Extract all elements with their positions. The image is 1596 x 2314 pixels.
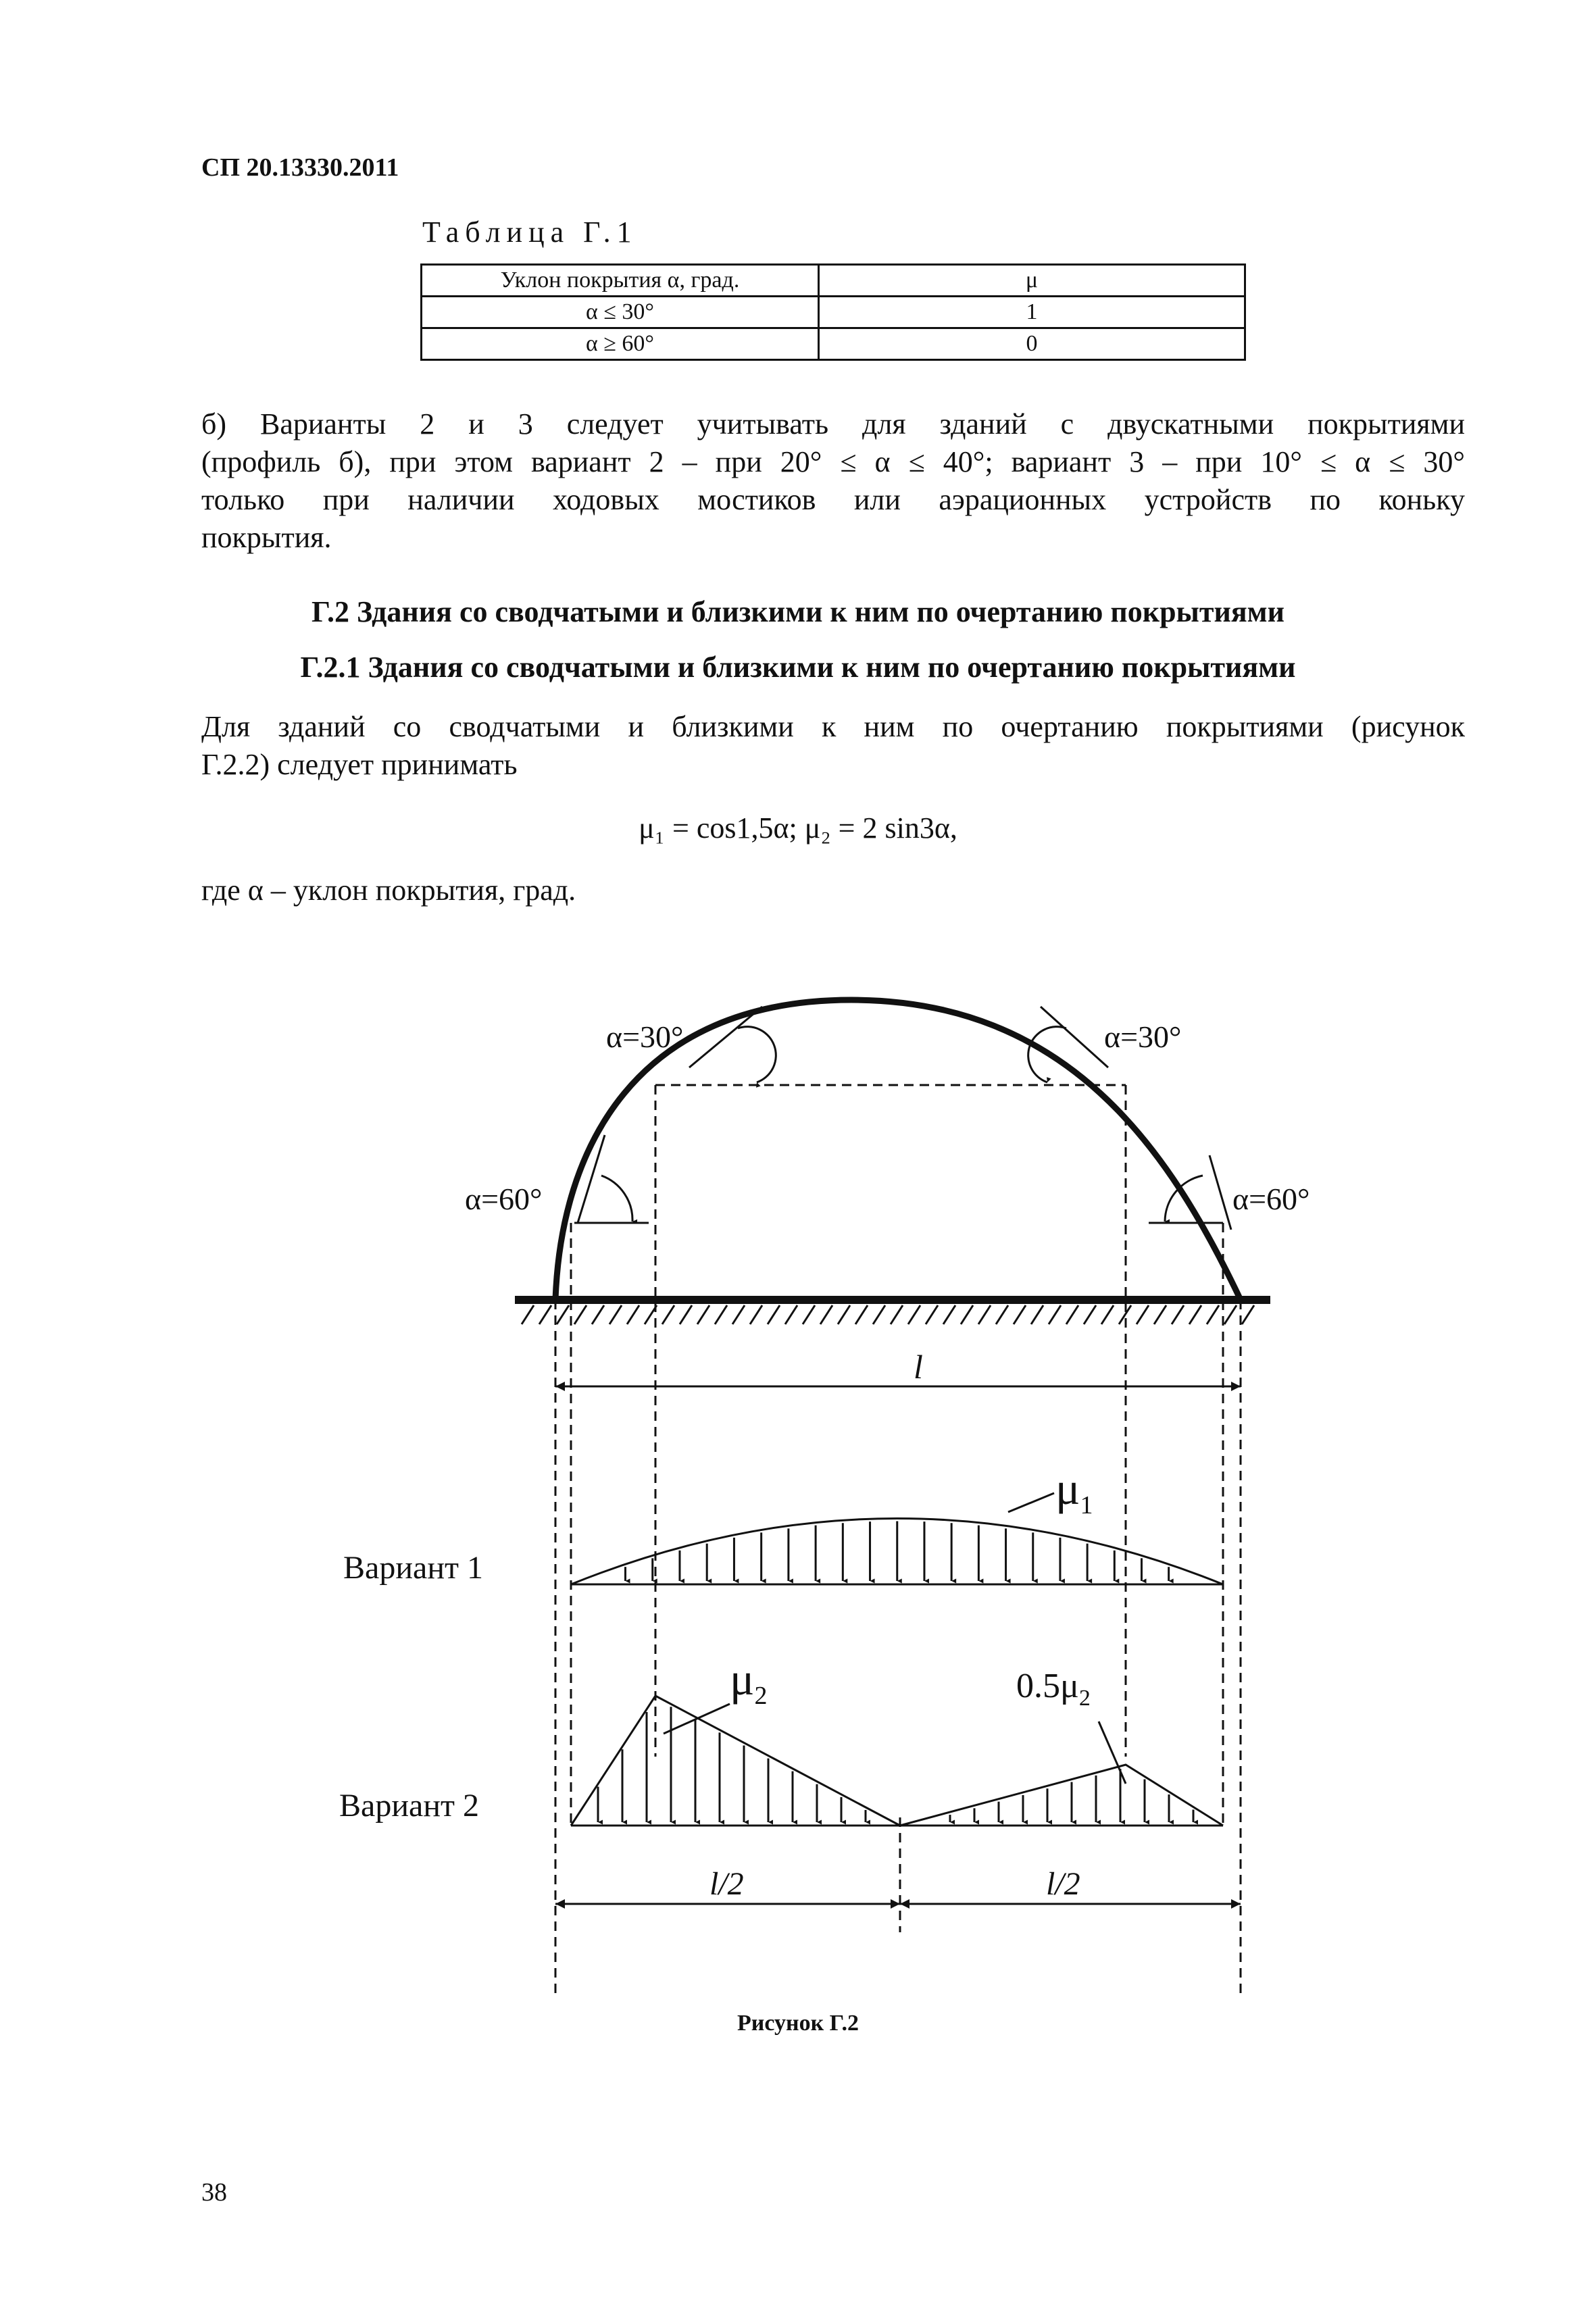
mu1-subscript: 1 [1080,1491,1093,1519]
hatch-stroke [1189,1305,1201,1324]
hatch-stroke [1172,1305,1184,1324]
half-mu2-leader [1099,1721,1126,1784]
hatch-stroke [908,1305,920,1324]
hatch-stroke [697,1305,709,1324]
section-heading: Г.2 Здания со сводчатыми и близкими к ним по очертанию покрытиями [311,595,1285,628]
table-cell: 0 [819,328,1245,360]
table-cell: α ≥ 60° [422,328,819,360]
span-label: l [914,1348,923,1386]
paragraph-line: Г.2.2) следует принимать [201,748,518,781]
paragraph-line: Для зданий со сводчатыми и близкими к ним по очертанию покрытиями (рисунок [201,710,1465,743]
hatch-stroke [1224,1305,1237,1324]
mu1-symbol: μ [1055,1463,1080,1514]
table-header-cell: μ [819,265,1245,297]
table-cell: α ≤ 30° [422,297,819,328]
half-mu2-label [1016,1667,1091,1711]
hatch-stroke [574,1305,587,1324]
page-number: 38 [201,2178,227,2207]
hatch-stroke [557,1305,569,1324]
angle-label-top-right: α=30° [1104,1020,1182,1054]
hatch-stroke [961,1305,973,1324]
table-cell: 1 [819,297,1245,328]
half-span-label-right: l/2 [1046,1866,1080,1902]
hatch-stroke [1101,1305,1114,1324]
hatch-stroke [838,1305,850,1324]
mu2-subscript: 2 [754,1682,768,1710]
variant-1-label: Вариант 1 [343,1550,483,1586]
hatch-stroke [996,1305,1008,1324]
hatch-stroke [522,1305,534,1324]
hatch-stroke [978,1305,991,1324]
document-code: СП 20.13330.2011 [201,153,399,182]
paragraph-line: только при наличии ходовых мостиков или аэрационных устройств по коньку [201,483,1465,516]
hatch-stroke [926,1305,938,1324]
figure-caption: Рисунок Г.2 [737,2011,859,2036]
hatch-stroke [1242,1305,1254,1324]
mu1-label [1055,1463,1093,1519]
hatch-stroke [609,1305,622,1324]
hatch-stroke [785,1305,797,1324]
hatch-stroke [662,1305,674,1324]
mu2-label [730,1653,767,1710]
hatch-stroke [855,1305,868,1324]
hatch-stroke [715,1305,727,1324]
hatch-stroke [891,1305,903,1324]
hatch-stroke [820,1305,832,1324]
hatch-stroke [732,1305,745,1324]
table-header-cell: Уклон покрытия α, град. [422,265,819,297]
mu1-leader [1008,1493,1054,1512]
hatch-stroke [1207,1305,1219,1324]
mu2-symbol: μ [730,1653,755,1705]
hatch-stroke [1137,1305,1149,1324]
half-mu2-prefix: 0.5μ [1016,1667,1079,1705]
hatch-stroke [627,1305,639,1324]
ground-hatching [522,1305,1254,1324]
hatch-stroke [768,1305,780,1324]
tangent-line-left [689,1007,762,1067]
hatch-stroke [592,1305,604,1324]
hatch-stroke [750,1305,762,1324]
hatch-stroke [803,1305,815,1324]
variant-1-load-arrows [625,1521,1168,1582]
variant-2-load-right [900,1765,1223,1826]
hatch-stroke [873,1305,885,1324]
variant-2-label: Вариант 2 [339,1788,479,1823]
formula: μ₁ = cos1,5α; μ₂ = 2 sin3α, [639,811,957,845]
table-caption: Таблица Г.1 [422,216,638,249]
hatch-stroke [1049,1305,1061,1324]
angle-label-side-left: α=60° [465,1182,543,1216]
angle-arc-side-left [601,1176,632,1222]
variant-2-load-left [571,1696,900,1826]
hatch-stroke [1014,1305,1026,1324]
half-span-label-left: l/2 [709,1866,744,1902]
hatch-stroke [680,1305,692,1324]
paragraph-line: где α – уклон покрытия, град. [201,874,576,907]
half-mu2-subscript: 2 [1078,1686,1091,1711]
angle-arc-top-left [738,1027,776,1082]
hatch-stroke [1084,1305,1096,1324]
hatch-stroke [539,1305,551,1324]
hatch-stroke [1066,1305,1078,1324]
paragraph-line: (профиль б), при этом вариант 2 – при 20° ≤ α ≤ 40°; вариант 3 – при 10° ≤ α ≤ 30° [201,445,1465,478]
subsection-heading: Г.2.1 Здания со сводчатыми и близкими к ним по очертанию покрытиями [300,651,1296,684]
hatch-stroke [1154,1305,1166,1324]
angle-label-side-right: α=60° [1232,1182,1310,1216]
angle-label-top-left: α=30° [606,1020,684,1054]
paragraph-line: б) Варианты 2 и 3 следует учитывать для зданий с двускатными покрытиями [201,407,1465,441]
hatch-stroke [1031,1305,1043,1324]
hatch-stroke [943,1305,955,1324]
paragraph-line: покрытия. [201,521,332,554]
tangent-line-side-right [1210,1155,1231,1230]
